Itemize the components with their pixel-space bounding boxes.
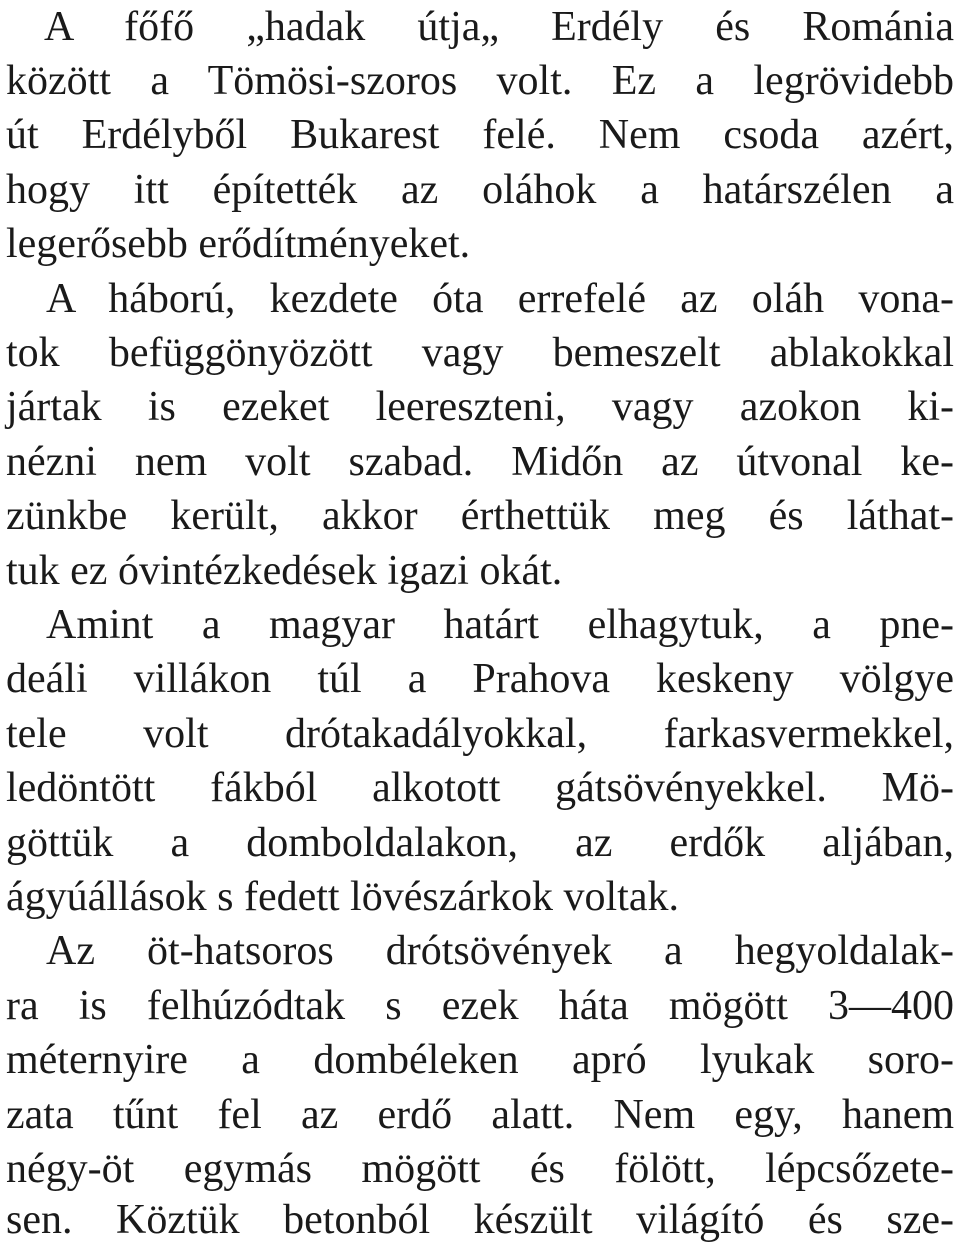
text-line: Az öt-hatsoros drótsövények a hegyoldalak- bbox=[46, 928, 954, 974]
text-line: A főfő „hadak útja„ Erdély és Románia bbox=[44, 4, 954, 50]
text-line: zünkbe került, akkor érthettük meg és láthat- bbox=[6, 493, 954, 539]
text-line: ágyúállások s fedett lövészárkok voltak. bbox=[6, 874, 679, 920]
text-line: ledöntött fákból alkotott gátsövényekkel. Mö- bbox=[6, 765, 954, 811]
text-line: Amint a magyar határt elhagytuk, a pne- bbox=[46, 602, 954, 648]
text-line: ra is felhúzódtak s ezek háta mögött 3—400 bbox=[6, 983, 954, 1029]
text-line: négy-öt egymás mögött és fölött, lépcsőzete- bbox=[6, 1146, 954, 1192]
text-line: jártak is ezeket leereszteni, vagy azokon ki- bbox=[6, 384, 954, 430]
text-line: között a Tömösi-szoros volt. Ez a legrövidebb bbox=[6, 58, 954, 104]
text-line: zata tűnt fel az erdő alatt. Nem egy, hanem bbox=[6, 1092, 954, 1138]
text-line: legerősebb erődítményeket. bbox=[6, 221, 471, 267]
text-line: A háború, kezdete óta errefelé az oláh vona- bbox=[46, 276, 954, 322]
text-line: tele volt drótakadályokkal, farkasvermekkel, bbox=[6, 711, 954, 757]
text-line: méternyire a dombéleken apró lyukak soro- bbox=[6, 1037, 954, 1083]
text-line: nézni nem volt szabad. Midőn az útvonal ke- bbox=[6, 439, 954, 485]
text-line: göttük a domboldalakon, az erdők aljában, bbox=[6, 820, 954, 866]
text-line: tok befüggönyözött vagy bemeszelt ablakokkal bbox=[6, 330, 954, 376]
text-line: út Erdélyből Bukarest felé. Nem csoda azért, bbox=[6, 112, 954, 158]
text-line: tuk ez óvintézkedések igazi okát. bbox=[6, 548, 563, 594]
text-line: deáli villákon túl a Prahova keskeny völgye bbox=[6, 656, 954, 702]
text-line: hogy itt építették az oláhok a határszélen a bbox=[6, 167, 954, 213]
text-line: sen. Köztük betonból készült világító és sze- bbox=[6, 1197, 954, 1243]
